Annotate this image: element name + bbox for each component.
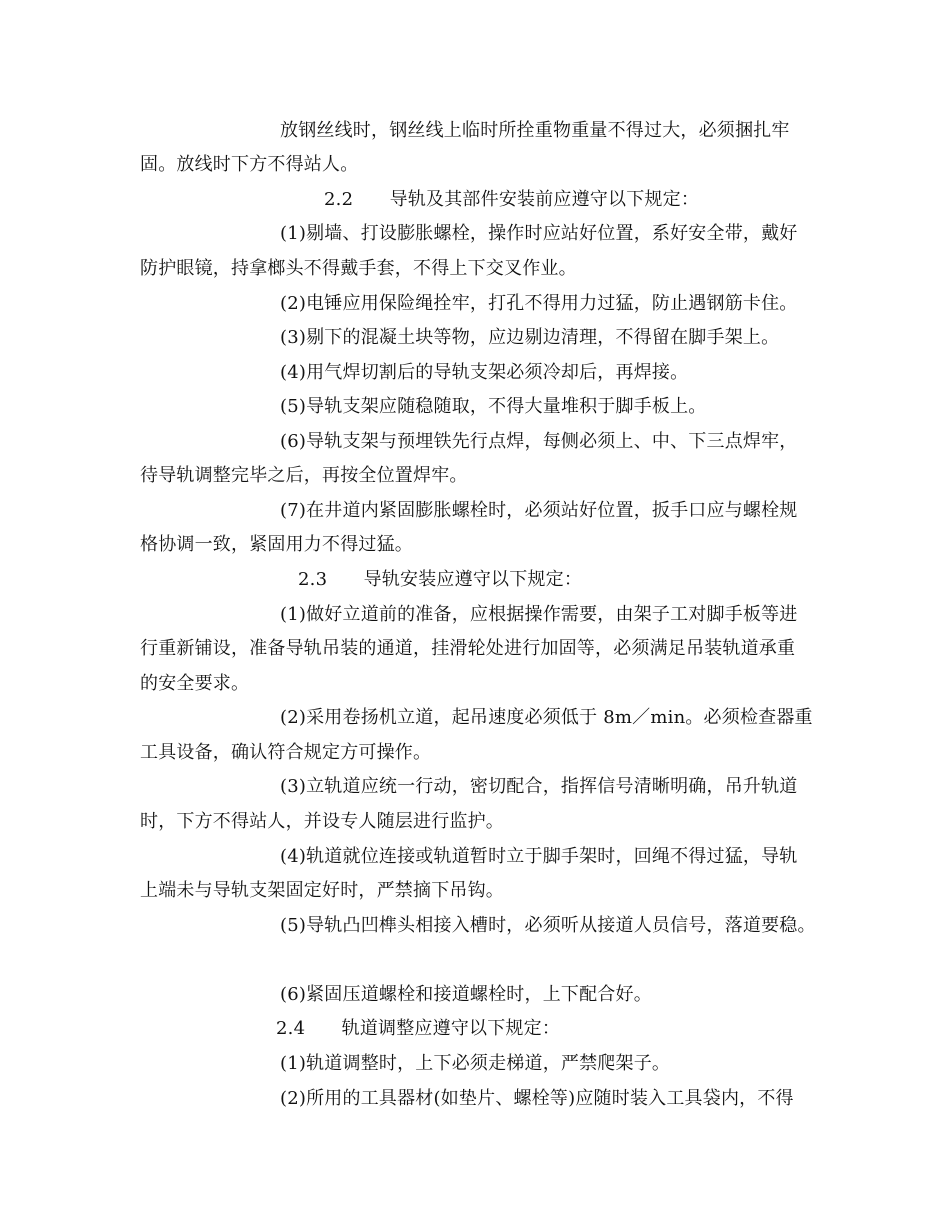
text-line: (1)做好立道前的准备，应根据操作需要，由架子工对脚手板等进 (280, 604, 798, 625)
text-line: (6)紧固压道螺栓和接道螺栓时，上下配合好。 (280, 984, 652, 1005)
text-line: (4)用气焊切割后的导轨支架必须冷却后，再焊接。 (280, 362, 689, 383)
text-line: (4)轨道就位连接或轨道暂时立于脚手架时，回绳不得过猛，导轨 (280, 846, 798, 867)
text-line: 的安全要求。 (140, 673, 250, 694)
text-line: (5)导轨凸凹榫头相接入槽时，必须听从接道人员信号，落道要稳。 (280, 915, 816, 936)
text-line: 待导轨调整完毕之后，再按全位置焊牢。 (140, 465, 468, 486)
text-line: 时，下方不得站人，并设专人随层进行监护。 (140, 811, 504, 832)
text-line: 放钢丝线时，钢丝线上临时所拴重物重量不得过大，必须捆扎牢 (280, 120, 790, 141)
text-line: (2)电锤应用保险绳拴牢，打孔不得用力过猛，防止遇钢筋卡住。 (280, 293, 798, 314)
text-line: 防护眼镜，持拿榔头不得戴手套，不得上下交叉作业。 (140, 258, 577, 279)
text-line: 固。放线时下方不得站人。 (140, 154, 359, 175)
text-line: 格协调一致，紧固用力不得过猛。 (140, 534, 413, 555)
text-line: 上端未与导轨支架固定好时，严禁摘下吊钩。 (140, 880, 504, 901)
text-line: (1)剔墙、打设膨胀螺栓，操作时应站好位置，系好安全带，戴好 (280, 223, 798, 244)
text-line: 行重新铺设，准备导轨吊装的通道，挂滑轮处进行加固等，必须满足吊装轨道承重 (140, 638, 796, 659)
text-line: (2)采用卷扬机立道，起吊速度必须低于 8m／min。必须检查器重 (280, 707, 813, 728)
section-heading-2-3: 2.3 导轨安装应遵守以下规定： (298, 569, 583, 590)
section-heading-2-4: 2.4 轨道调整应遵守以下规定： (276, 1018, 561, 1039)
text-line: (2)所用的工具器材(如垫片、螺栓等)应随时装入工具袋内，不得 (280, 1088, 794, 1109)
text-line: (3)剔下的混凝土块等物，应边剔边清理，不得留在脚手架上。 (280, 327, 780, 348)
text-line: (3)立轨道应统一行动，密切配合，指挥信号清晰明确，吊升轨道 (280, 776, 798, 797)
text-line: (5)导轨支架应随稳随取，不得大量堆积于脚手板上。 (280, 396, 707, 417)
text-line: 工具设备，确认符合规定方可操作。 (140, 742, 432, 763)
section-heading-2-2: 2.2 导轨及其部件安装前应遵守以下规定： (324, 189, 700, 210)
text-line: (7)在井道内紧固膨胀螺栓时，必须站好位置，扳手口应与螺栓规 (280, 500, 798, 521)
text-line: (6)导轨支架与预埋铁先行点焊，每侧必须上、中、下三点焊牢， (280, 431, 798, 452)
text-line: (1)轨道调整时，上下必须走梯道，严禁爬架子。 (280, 1053, 671, 1074)
